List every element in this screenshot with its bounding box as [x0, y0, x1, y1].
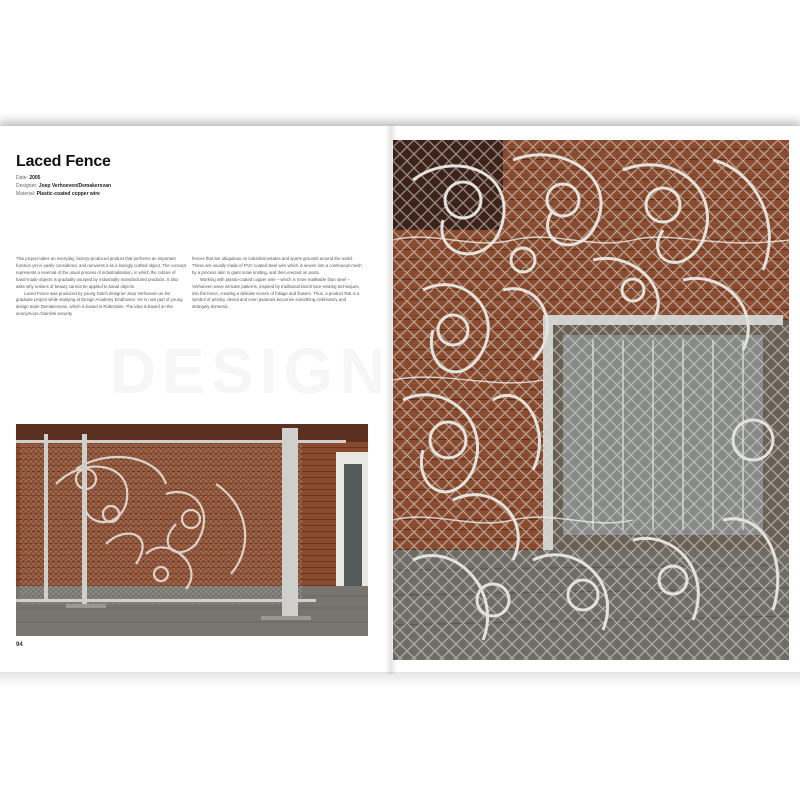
body-paragraph: Working with plastic-coated copper wire – which is more malleable than steel – Verhoeven wove intricate patterns, inspired by traditional Dutch lace-making techniques, into the fence, creating a delicate screen of foliage and flowers. Thus, a product that is a symbol of privacy, denial and even paranoia becomes something celebratory and strangely domestic. — [192, 276, 360, 310]
meta-designer-label: Designer: — [16, 183, 38, 189]
page-title: Laced Fence — [16, 153, 111, 170]
body-paragraph: fences that are ubiquitous on industrial estates and sports grounds around the world. These are usually made of PVC-coated steel wire which is woven into a continuous mesh by a process akin to giant scale knitting, and then erected on posts. — [192, 256, 362, 275]
meta-material-label: Material: — [16, 191, 36, 197]
body-paragraph: This project takes an everyday, factory-produced product that performs an important function yet is easily considered, and reinvents it as a lovingly crafted object. The concept represents a reversal of the usual process of industrialisation, in which the culture of hand-made objects is gradually usurped by industrially manufactured products. It also asks why notions of beauty cannot be applied to banal objects. — [16, 256, 186, 289]
body-column-2 — [192, 256, 362, 311]
meta-material-value: Plastic-coated copper wire — [36, 191, 100, 197]
left-photo — [16, 424, 368, 636]
meta-date-label: Date: — [16, 175, 28, 181]
meta-date — [16, 175, 40, 181]
fence-installation-image — [16, 424, 368, 636]
meta-material — [16, 191, 100, 197]
right-photo — [393, 140, 789, 660]
page-number: 94 — [16, 642, 23, 648]
meta-designer-value: Joep Verhoeven/Demakersvan — [38, 183, 112, 189]
meta-date-value: 2005 — [29, 175, 41, 181]
page-shadow-bottom — [0, 672, 800, 688]
laced-wire-closeup-image — [393, 140, 789, 660]
body-column-1 — [16, 256, 186, 318]
spine-gutter — [385, 126, 397, 674]
body-paragraph: Laced Fence was produced by young Dutch designer Joep Verhoeven as his graduate project while studying at Design Academy Eindhoven. He is now part of young design team Demakersvan, which is based in Rotterdam. The idea is based on the anonymous chainlink security — [16, 290, 183, 317]
meta-designer — [16, 183, 111, 189]
watermark-text — [110, 334, 391, 408]
